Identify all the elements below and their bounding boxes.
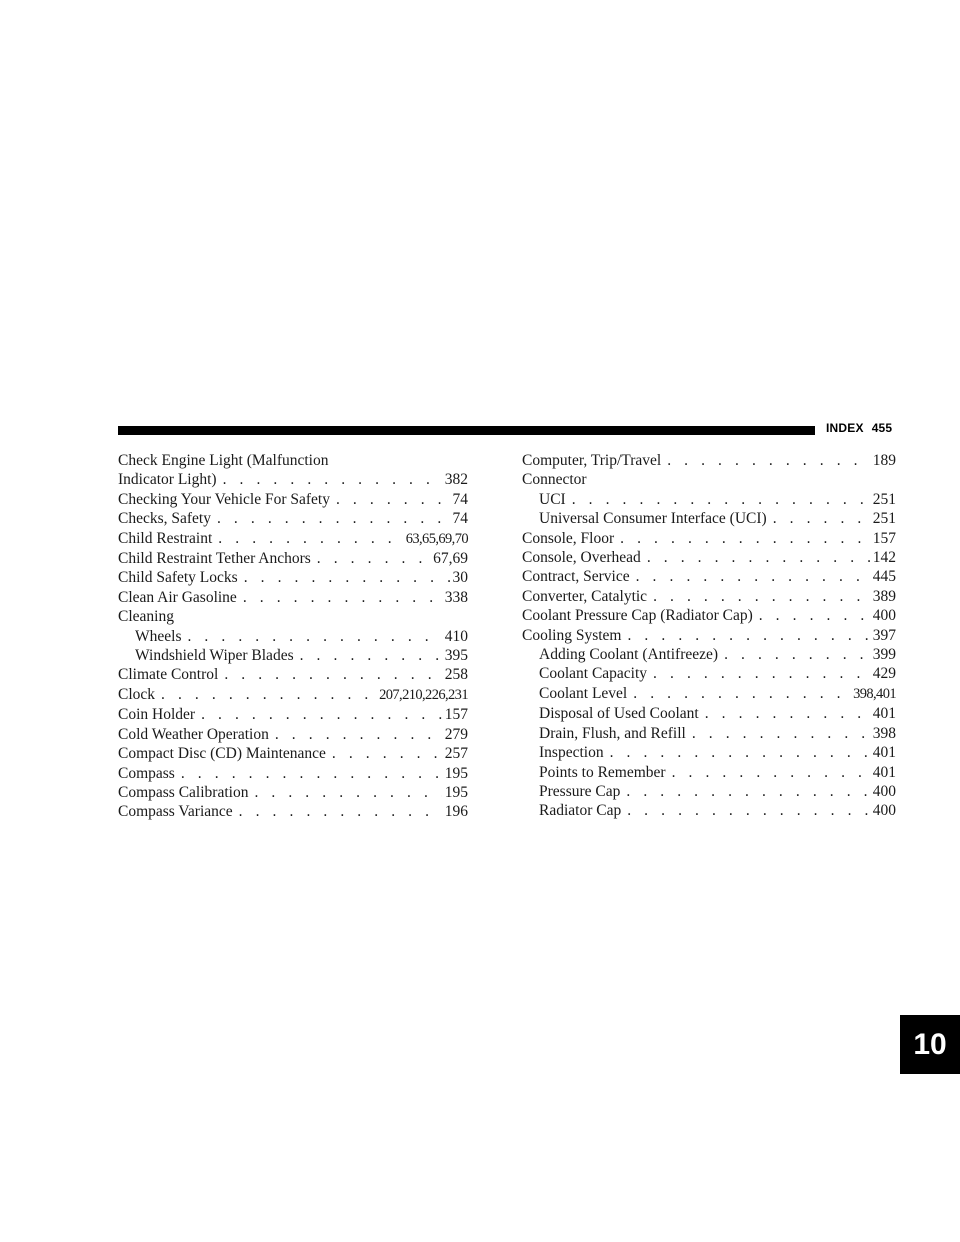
entry-term: Cold Weather Operation (118, 725, 269, 743)
index-entry (118, 744, 468, 763)
entry-page: 401 (872, 763, 896, 781)
entry-page: 410 (444, 627, 468, 645)
dot-leader (610, 743, 870, 762)
entry-term: Coolant Level (539, 684, 628, 702)
entry-term: Coolant Capacity (539, 665, 648, 683)
entry-term: Compass (118, 764, 175, 782)
entry-term: UCI (539, 490, 566, 508)
entry-page: 429 (872, 665, 896, 683)
dot-leader (317, 549, 430, 568)
dot-leader (759, 606, 870, 625)
entry-page: 389 (872, 587, 896, 605)
entry-term: Pressure Cap (539, 782, 621, 800)
entry-page: 157 (444, 706, 468, 724)
entry-page: 257 (444, 745, 468, 763)
entry-page: 196 (444, 803, 468, 821)
entry-page: 395 (444, 647, 468, 665)
index-subentry (522, 743, 896, 762)
dot-leader (620, 529, 870, 548)
index-entry (522, 606, 896, 625)
index-subentry (522, 724, 896, 743)
index-subentry (522, 645, 896, 664)
entry-page: 397 (872, 626, 896, 644)
index-entry (118, 529, 468, 549)
dot-leader (653, 587, 870, 606)
entry-page: 195 (444, 764, 468, 782)
entry-term: Windshield Wiper Blades (135, 647, 294, 665)
entry-term: Coin Holder (118, 706, 196, 724)
entry-page: 445 (872, 568, 896, 586)
entry-page: 382 (444, 471, 468, 489)
entry-page: 157 (872, 529, 896, 547)
entry-term: Compact Disc (CD) Maintenance (118, 745, 326, 763)
entry-page: 189 (872, 452, 896, 469)
dot-leader (244, 568, 450, 587)
dot-leader (627, 801, 870, 820)
entry-page: 398 (872, 724, 896, 742)
dot-leader (627, 626, 869, 645)
index-subentry (522, 801, 896, 820)
entry-page: 207,210,226,231 (379, 686, 468, 703)
index-entry (118, 685, 468, 705)
dot-leader (692, 724, 870, 743)
entry-page: 400 (872, 802, 896, 820)
dot-leader (187, 627, 441, 646)
dot-leader (161, 685, 376, 704)
entry-page: 195 (444, 783, 468, 801)
entry-page: 399 (872, 646, 896, 664)
entry-page: 63,65,69,70 (405, 530, 468, 547)
dot-leader (243, 588, 442, 607)
index-entry (522, 548, 896, 567)
index-subentry (522, 763, 896, 782)
entry-term: Child Restraint Tether Anchors (118, 550, 311, 568)
dot-leader (636, 567, 870, 586)
index-entry (522, 567, 896, 586)
dot-leader (223, 470, 442, 489)
entry-term: Climate Control (118, 666, 219, 684)
entry-page: 67,69 (433, 550, 468, 568)
index-subentry (522, 684, 896, 704)
entry-page: 401 (872, 705, 896, 723)
entry-term: Points to Remember (539, 763, 666, 781)
dot-leader (724, 645, 870, 664)
index-entry (522, 587, 896, 606)
index-subentry (522, 704, 896, 723)
index-entry-heading: Connector (522, 471, 587, 489)
entry-term: Computer, Trip/Travel (522, 452, 662, 469)
entry-term: Clock (118, 685, 156, 703)
entry-page: 338 (444, 588, 468, 606)
dot-leader (336, 490, 450, 509)
dot-leader (667, 451, 870, 470)
entry-term: Console, Overhead (522, 549, 641, 567)
entry-term: Wheels (135, 627, 182, 645)
index-column-right (522, 451, 896, 821)
entry-page: 401 (872, 744, 896, 762)
entry-term: Contract, Service (522, 568, 630, 586)
dot-leader (217, 509, 450, 528)
running-header (826, 421, 892, 435)
entry-term: Drain, Flush, and Refill (539, 724, 686, 742)
page-number: 455 (871, 421, 893, 435)
chapter-tab (900, 1015, 960, 1074)
entry-page: 400 (872, 782, 896, 800)
entry-page: 30 (452, 569, 468, 587)
section-title: INDEX (826, 421, 864, 435)
index-entry (522, 529, 896, 548)
index-entry (118, 764, 468, 783)
dot-leader (181, 764, 442, 783)
entry-term: Compass Variance (118, 803, 233, 821)
dot-leader (275, 725, 442, 744)
entry-term: Child Restraint (118, 529, 213, 547)
entry-page: 279 (444, 725, 468, 743)
index-entry (118, 588, 468, 607)
entry-term: Inspection (539, 744, 604, 762)
entry-page: 251 (872, 490, 896, 508)
dot-leader (224, 665, 441, 684)
chapter-number: 10 (913, 1027, 947, 1061)
index-subentry (118, 646, 468, 665)
dot-leader (300, 646, 442, 665)
header-rule (118, 426, 815, 435)
dot-leader (239, 802, 442, 821)
entry-term: Checks, Safety (118, 510, 211, 528)
index-entry-heading: Cleaning (118, 608, 174, 626)
index-subentry (522, 782, 896, 801)
entry-term: Console, Floor (522, 529, 615, 547)
dot-leader (332, 744, 442, 763)
entry-term: Cooling System (522, 626, 622, 644)
entry-term: Indicator Light) (118, 471, 217, 489)
index-subentry (522, 509, 896, 528)
entry-term: Compass Calibration (118, 783, 249, 801)
index-subentry (118, 627, 468, 646)
dot-leader (572, 490, 870, 509)
dot-leader (201, 705, 442, 724)
index-entry (118, 509, 468, 528)
entry-term: Universal Consumer Interface (UCI) (539, 510, 767, 528)
entry-page: 258 (444, 666, 468, 684)
entry-page: 398,401 (853, 685, 896, 702)
entry-page: 251 (872, 510, 896, 528)
index-entry (118, 802, 468, 821)
dot-leader (218, 529, 402, 548)
entry-term: Disposal of Used Coolant (539, 705, 699, 723)
dot-leader (626, 782, 869, 801)
index-entry (118, 705, 468, 724)
index-entry (522, 451, 896, 470)
index-subentry (522, 664, 896, 683)
index-entry (118, 725, 468, 744)
index-subentry (522, 490, 896, 509)
index-entry (118, 783, 468, 802)
dot-leader (254, 783, 441, 802)
index-entry (118, 470, 468, 489)
dot-leader (672, 763, 870, 782)
entry-term: Radiator Cap (539, 802, 622, 820)
entry-term: Child Safety Locks (118, 569, 238, 587)
dot-leader (705, 704, 870, 723)
index-entry (118, 568, 468, 587)
entry-term: Checking Your Vehicle For Safety (118, 490, 330, 508)
dot-leader (773, 509, 870, 528)
dot-leader (633, 684, 850, 703)
entry-term: Clean Air Gasoline (118, 588, 237, 606)
index-entry (522, 626, 896, 645)
index-entry (118, 549, 468, 568)
index-entry-heading: Check Engine Light (Malfunction (118, 452, 329, 469)
index-column-left (118, 451, 468, 822)
dot-leader (653, 664, 870, 683)
entry-term: Adding Coolant (Antifreeze) (539, 646, 719, 664)
index-entry (118, 665, 468, 684)
index-entry (118, 490, 468, 509)
entry-page: 74 (452, 510, 468, 528)
entry-term: Coolant Pressure Cap (Radiator Cap) (522, 607, 753, 625)
entry-page: 400 (872, 607, 896, 625)
entry-page: 74 (452, 490, 468, 508)
entry-term: Converter, Catalytic (522, 587, 648, 605)
dot-leader (647, 548, 870, 567)
entry-page: 142 (872, 549, 896, 567)
